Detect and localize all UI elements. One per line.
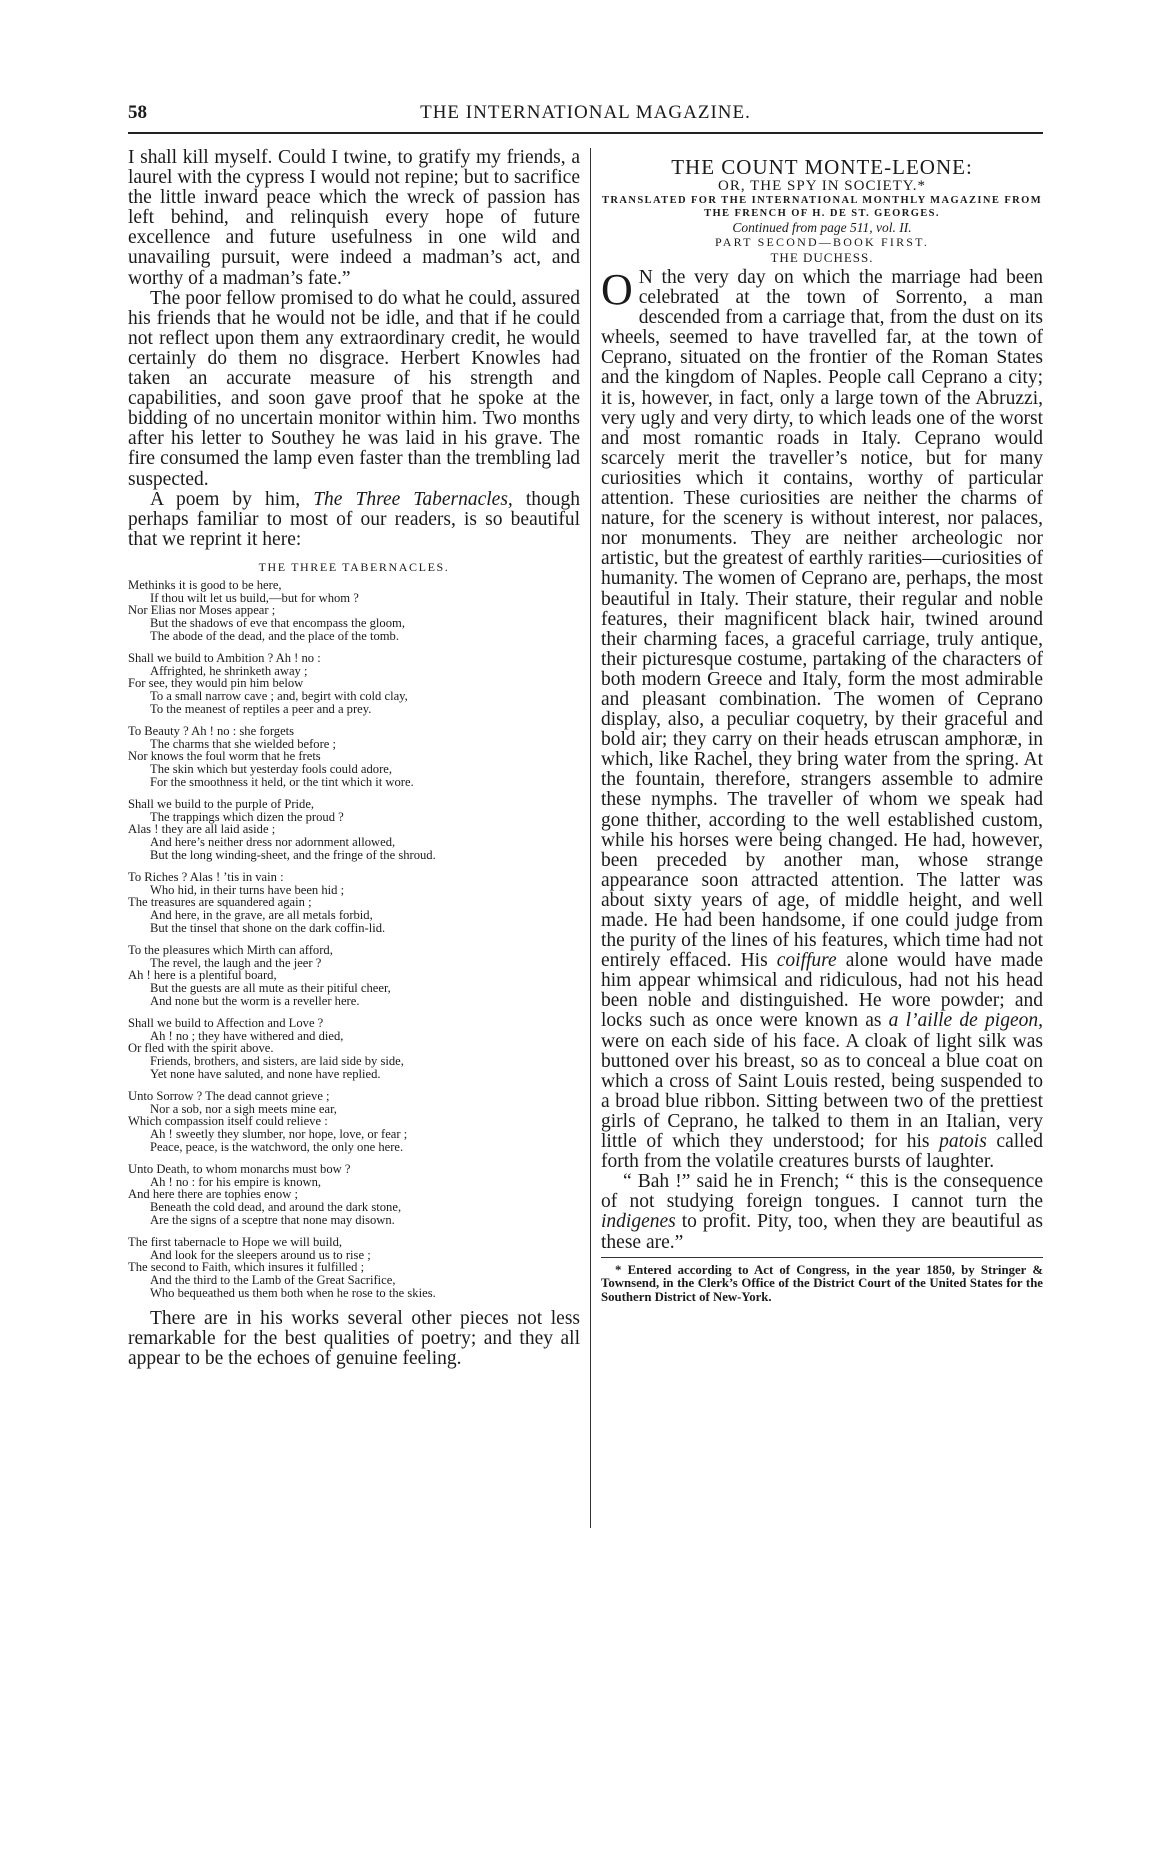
poem-stanza (128, 725, 580, 789)
part-heading: PART SECOND—BOOK FIRST. (714, 235, 930, 249)
poem-line: Ah ! here is a plentiful board, (128, 968, 277, 983)
running-title: THE INTERNATIONAL MAGAZINE. (420, 102, 751, 123)
poem-stanza (128, 1017, 580, 1081)
poem-line: And here’s neither dress nor adornment allowed, (150, 835, 396, 850)
poem-line: But the guests are all mute as their pitiful cheer, (150, 981, 391, 996)
poem-line: But the tinsel that shone on the dark coffin-lid. (150, 921, 386, 935)
poem-line: The treasures are squandered again ; (128, 895, 312, 910)
poem-line: To the meanest of reptiles a peer and a prey. (150, 702, 372, 717)
poem-line: Are the signs of a sceptre that none may disown. (150, 1212, 395, 1227)
columns (128, 148, 1043, 1828)
drop-cap: O (601, 265, 633, 314)
poem-line: Affrighted, he shrinketh away ; (150, 663, 308, 678)
poem-line: Friends, brothers, and sisters, are laid side by side, (150, 1054, 404, 1069)
article-paragraph-2: “ Bah !” said he in French; “ this is the consequence of not studying foreign tongues. I cannot turn the indigenes to profit. Pity, too, when they are beautiful as these are.” (601, 1171, 1043, 1253)
poem-line: Nor Elias nor Moses appear ; (128, 603, 276, 618)
poem-stanza (128, 944, 580, 1008)
poem-stanza (128, 1090, 580, 1154)
poem-line: Beneath the cold dead, and around the dark stone, (150, 1200, 402, 1215)
poem (128, 579, 580, 1300)
poem-line: Ah ! sweetly they slumber, nor hope, love, or fear ; (150, 1127, 408, 1142)
paragraph-continued: I shall kill myself. Could I twine, to gratify my friends, a laurel with the cypress I would not repine; but to sacrifice the little inward peace which the wreck of passion has left behind, and relinquish every hope of future excellence and future usefulness in one wild and unavailing pursuit, were indeed a madman’s act, and worthy of a madman’s fate.” (128, 147, 580, 289)
poem-stanza (128, 1163, 580, 1227)
page-header (128, 96, 1043, 134)
article-subtitle: OR, THE SPY IN SOCIETY.* (718, 178, 926, 194)
poem-line: The skin which but yesterday fools could adore, (150, 762, 393, 777)
poem-line: The first tabernacle to Hope we will build, (128, 1234, 343, 1249)
closing-paragraph: There are in his works several other pieces not less remarkable for the best qualities of poetry; and they all appear to be the echoes of genuine feeling. (128, 1307, 580, 1369)
poem-line: Alas ! they are all laid aside ; (128, 822, 276, 837)
page (128, 96, 1043, 1828)
column-divider (590, 148, 591, 1528)
poem-line: And the third to the Lamb of the Great Sacrifice, (150, 1273, 396, 1288)
poem-line: Shall we build to Affection and Love ? (128, 1015, 324, 1030)
poem-line: Or fled with the spirit above. (128, 1041, 274, 1056)
poem-line: To Riches ? Alas ! ’tis in vain : (128, 869, 284, 884)
poem-line: But the long winding-sheet, and the fringe of the shroud. (150, 848, 436, 863)
translation-note: TRANSLATED FOR THE INTERNATIONAL MONTHLY MAGAZINE FROM THE FRENCH OF H. DE ST. GEORGES. (601, 195, 1043, 219)
poem-line: For see, they would pin him below (128, 676, 304, 691)
poem-line: And none but the worm is a reveller here. (150, 993, 360, 1008)
poem-title: THE THREE TABERNACLES. (258, 559, 450, 574)
poem-line: The charms that she wielded before ; (150, 736, 337, 751)
poem-line: And here there are tophies enow ; (128, 1187, 298, 1202)
poem-stanza (128, 579, 580, 643)
poem-stanza (128, 652, 580, 716)
poem-line: Methinks it is good to be here, (128, 577, 282, 592)
right-column (601, 148, 1043, 1304)
poem-line: The revel, the laugh and the jeer ? (150, 955, 322, 970)
footnote-rule (601, 1257, 1043, 1258)
poem-line: Nor a sob, nor a sigh meets mine ear, (150, 1101, 337, 1116)
poem-line: The trappings which dizen the proud ? (150, 809, 344, 824)
poem-line: Peace, peace, is the watchword, the only one here. (150, 1139, 404, 1154)
left-column (128, 148, 580, 1369)
poem-line: And look for the sleepers around us to rise ; (150, 1247, 371, 1262)
poem-line: For the smoothness it held, or the tint which it wore. (150, 775, 414, 790)
poem-line: To Beauty ? Ah ! no : she forgets (128, 723, 295, 738)
poem-line: To the pleasures which Mirth can afford, (128, 942, 333, 957)
poem-line: Yet none have saluted, and none have replied. (150, 1066, 381, 1081)
poem-line: Shall we build to Ambition ? Ah ! no : (128, 650, 321, 665)
poem-line: If thou wilt let us build,—but for whom ? (150, 590, 359, 605)
poem-line: The second to Faith, which insures it fulfilled ; (128, 1260, 365, 1275)
poem-line: Unto Sorrow ? The dead cannot grieve ; (128, 1088, 330, 1103)
poem-line: Who bequeathed us them both when he rose to the skies. (150, 1285, 436, 1300)
poem-line: Unto Death, to whom monarchs must bow ? (128, 1161, 351, 1176)
article-title: THE COUNT MONTE-LEONE: (671, 155, 973, 179)
poem-line: And here, in the grave, are all metals forbid, (150, 908, 373, 923)
poem-line: The abode of the dead, and the place of the tomb. (150, 629, 399, 644)
paragraph-knowles: The poor fellow promised to do what he could, assured his friends that he would not be idle, and that if he could not reflect upon them any extraordinary credit, he would certainly do them no disgrace. Herbert Knowles had taken an accurate measure of his strength and capabilities, and soon gave proof that he spoke at the bidding of no uncertain monitor within him. Two months after his letter to Southey he was laid in his grave. The fire consumed the lamp even faster than the trembling lad suspected. (128, 287, 580, 490)
article-paragraph-1: O N the very day on which the marriage had been celebrated at the town of Sorrento, a man descended from a carriage that, from the dust on its wheels, seemed to have travelled far, at the town of Ceprano, situated on the frontier of the Roman States and the kingdom of Naples. People call Ceprano a city; it is, however, in fact, only a large town of the Abruzzi, very ugly and very dirty, to which leads one of the worst and most romantic roads in Italy. Ceprano would scarcely merit the traveller’s notice, but for many curiosities which it contains, worthy of particular attention. These curiosities are neither the charms of nature, for the scenery is without interest, nor palaces, nor monuments. They are neither archeologic nor artistic, but the greatest of earthly rarities—curiosities of humanity. The women of Ceprano are, perhaps, the most beautiful in Italy. Their stature, their regular and noble features, their magnificent black hair, twined around their charming faces, a graceful carriage, truly antique, their picturesque costume, partaking of the characters of both modern Greece and Italy, form the most admirable and pleasant combination. The women of Ceprano display, also, a peculiar coquetry, by their graceful and bold air; they carry on their heads etruscan amphoræ, in which, like Rachel, they bring water from the spring. At the fountain, therefore, strangers assemble to admire these nymphs. The traveller of whom we speak had gone thither, according to the well established custom, while his horses were being changed. He had, however, been preceded by another man, whose strange appearance soon attracted attention. The latter was about sixty years of age, of middle height, and well made. He had been handsome, if one could judge from the purity of the lines of his features, which time had not entirely effaced. His coiffure alone would have made him appear whimsical and ridiculous, had not his head been noble and distinguished. He wore powder; and locks such as once were known as a l’aille de pigeon, were on each side of his face. A cloak of light silk was buttoned over his breast, so as to conceal a blue coat on which a cross of Saint Louis rested, being suspended to a broad blue ribbon. Sitting between two of the prettiest girls of Ceprano, he talked to them in an Italian, very little of which they understood; for his patois called forth from the volatile creatures bursts of laughter. (601, 265, 1044, 1173)
poem-line: Shall we build to the purple of Pride, (128, 796, 315, 811)
poem-stanza (128, 1236, 580, 1300)
poem-stanza (128, 798, 580, 862)
poem-line: Which compassion itself could relieve : (128, 1114, 328, 1129)
footnote: * Entered according to Act of Congress, in the year 1850, by Stringer & Townsend, in the Clerk’s Office of the District Court of the United States for the Southern District of New-York. (601, 1262, 1043, 1304)
poem-intro: A poem by him, The Three Tabernacles, though perhaps familiar to most of our readers, is so beautiful that we reprint it here: (128, 488, 581, 550)
continued-note: Continued from page 511, vol. II. (732, 220, 912, 235)
section-heading: THE DUCHESS. (770, 250, 874, 265)
poem-line: Who hid, in their turns have been hid ; (150, 882, 345, 897)
poem-line: To a small narrow cave ; and, begirt with cold clay, (150, 689, 408, 704)
poem-line: Ah ! no : for his empire is known, (150, 1174, 322, 1189)
poem-line: Ah ! no ; they have withered and died, (150, 1028, 344, 1043)
poem-line: But the shadows of eve that encompass the gloom, (150, 616, 405, 631)
poem-line: Nor knows the foul worm that he frets (128, 749, 321, 764)
poem-stanza (128, 871, 580, 935)
page-number: 58 (128, 102, 147, 123)
